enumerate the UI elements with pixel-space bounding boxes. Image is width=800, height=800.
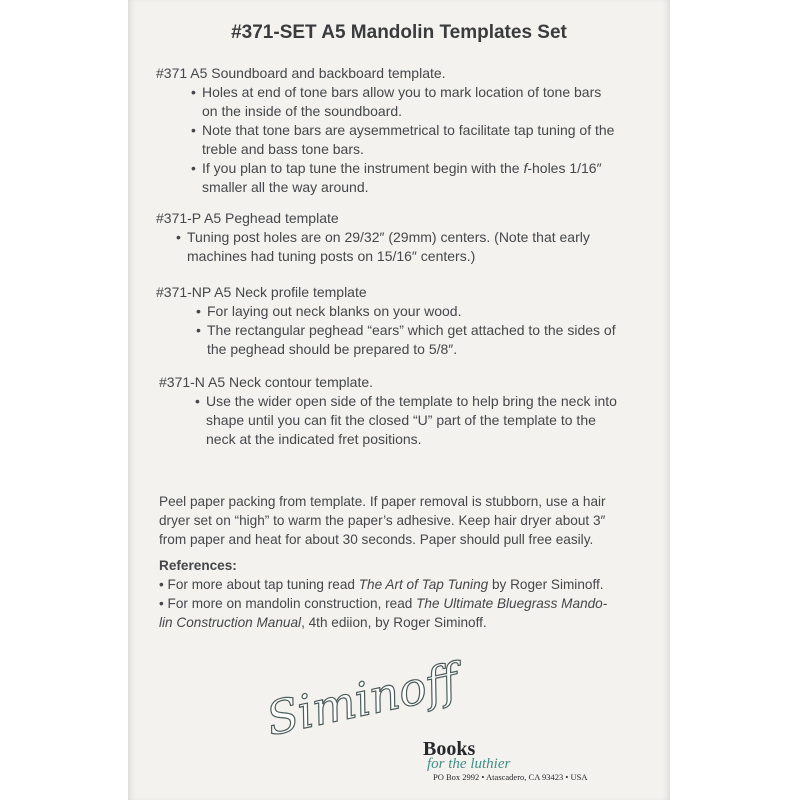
- bullet-item: • Use the wider open side of the template to help bring the neck into shape until you can fit the closed “U” part of the template to the neck at the indicated fret positions.: [195, 392, 650, 449]
- logo-tagline: for the luthier: [427, 756, 511, 772]
- logo-script: Siminoff: [261, 652, 464, 746]
- bullet-item: • Note that tone bars are aysemmetrical to facilitate tap tuning of the treble and bass tone bars.: [191, 121, 650, 159]
- section-neck-contour: [128, 373, 670, 449]
- section-soundboard: [128, 64, 670, 197]
- reference-item-cont: lin Construction Manual, 4th ediion, by Roger Siminoff.: [159, 615, 487, 630]
- references-heading: References:: [159, 558, 237, 573]
- bullet-item: • Holes at end of tone bars allow you to mark location of tone bars on the inside of the soundboard.: [191, 83, 650, 121]
- section-heading: #371 A5 Soundboard and backboard template.: [156, 65, 446, 81]
- bullet-item: • If you plan to tap tune the instrument begin with the f-holes 1/16″ smaller all the way around.: [191, 159, 650, 197]
- siminoff-books-logo: [261, 652, 588, 788]
- section-heading: #371-P A5 Peghead template: [156, 210, 339, 226]
- logo-address: PO Box 2992 • Atascadero, CA 93423 • USA: [433, 772, 588, 782]
- reference-item: • For more on mandolin construction, read The Ultimate Bluegrass Mando-: [159, 596, 608, 611]
- instruction-card: [128, 0, 670, 800]
- bullet-item: • Tuning post holes are on 29/32″ (29mm) centers. (Note that early machines had tuning posts on 15/16″ centers.): [176, 228, 650, 266]
- references: [159, 556, 659, 632]
- section-neck-profile: [128, 283, 670, 359]
- peel-instructions: Peel paper packing from template. If paper removal is stubborn, use a hair dryer set on “high” to warm the paper’s adhesive. Keep hair dryer about 3″ from paper and heat for about 30 seconds. Paper should pull free easily.: [159, 494, 606, 547]
- reference-item: • For more about tap tuning read The Art of Tap Tuning by Roger Siminoff.: [159, 577, 604, 592]
- bullet-item: • The rectangular peghead “ears” which get attached to the sides of the peghead should be prepared to 5/8″.: [196, 321, 650, 359]
- section-heading: #371-N A5 Neck contour template.: [159, 374, 374, 390]
- logo-books: Books: [423, 738, 476, 760]
- page-title: #371-SET A5 Mandolin Templates Set: [231, 22, 567, 43]
- bullet-item: • For laying out neck blanks on your wood.: [196, 302, 650, 321]
- section-heading: #371-NP A5 Neck profile template: [156, 284, 367, 300]
- section-peghead: [128, 209, 670, 266]
